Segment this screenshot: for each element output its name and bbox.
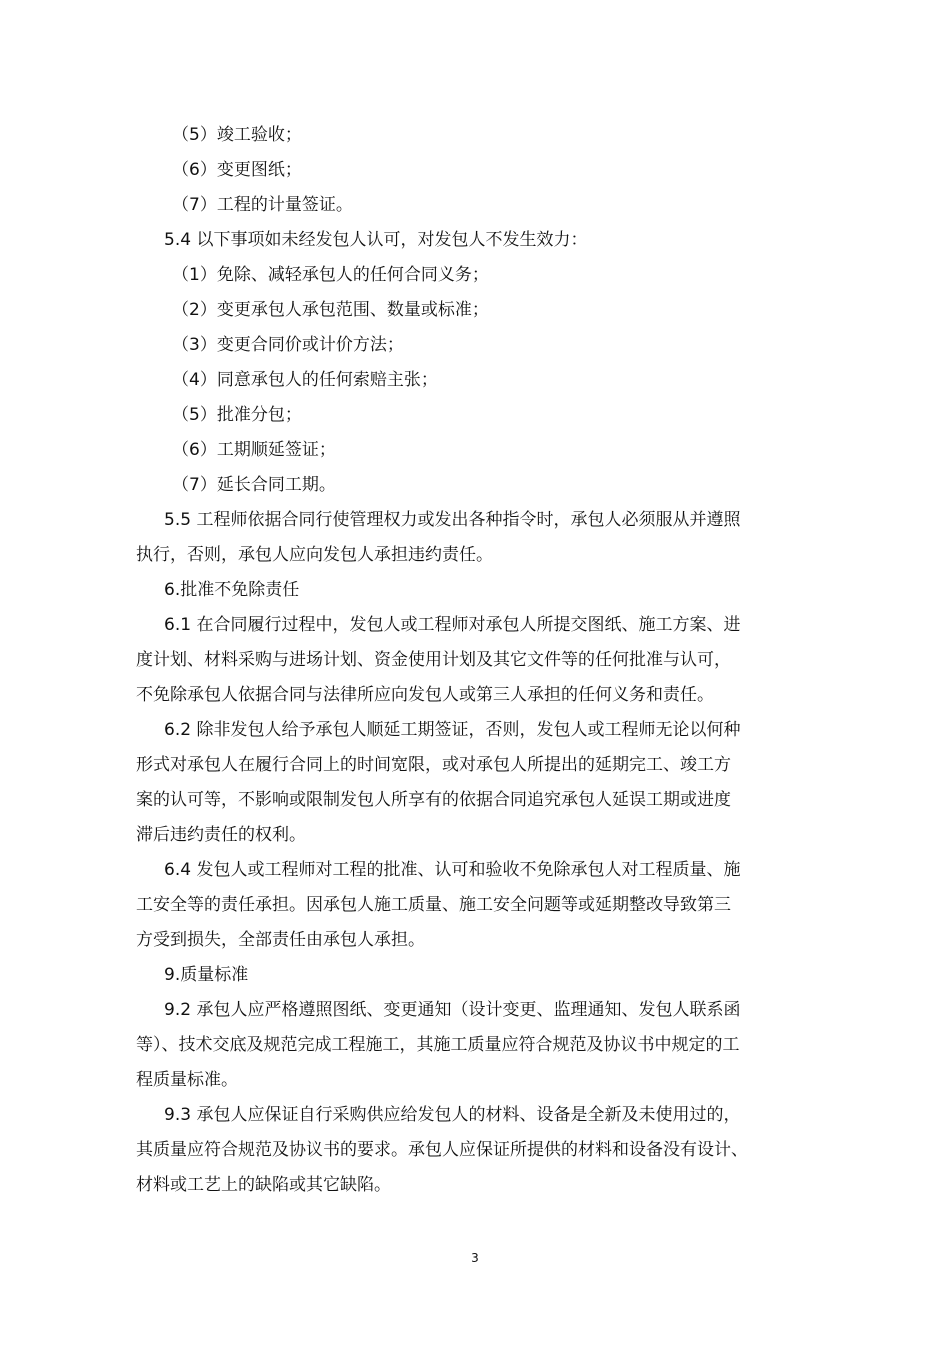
clause-6-1-line-1: 6.1 在合同履行过程中，发包人或工程师对承包人所提交图纸、施工方案、进 (164, 615, 741, 635)
list-item-change-price: （3）变更合同价或计价方法； (172, 335, 404, 355)
clause-6-2-line-4: 滞后违约责任的权利。 (136, 825, 306, 845)
clause-6-1-line-2: 度计划、材料采购与进场计划、资金使用计划及其它文件等的任何批准与认可， (136, 650, 731, 670)
clause-6-2-line-1: 6.2 除非发包人给予承包人顺延工期签证，否则，发包人或工程师无论以何种 (164, 720, 741, 740)
clause-6-4-line-3: 方受到损失，全部责任由承包人承担。 (136, 930, 425, 950)
page-body (136, 118, 776, 1203)
clause-9-3-line-1: 9.3 承包人应保证自行采购供应给发包人的材料、设备是全新及未使用过的， (164, 1105, 741, 1125)
page-number: 3 (471, 1251, 479, 1265)
list-item-completion-acceptance: （5）竣工验收； (172, 125, 302, 145)
clause-5-5-line-1: 5.5 工程师依据合同行使管理权力或发出各种指令时，承包人必须服从并遵照 (164, 510, 741, 530)
list-item-change-scope: （2）变更承包人承包范围、数量或标准； (172, 300, 489, 320)
section-9-heading: 9.质量标准 (164, 965, 249, 985)
clause-6-4-line-1: 6.4 发包人或工程师对工程的批准、认可和验收不免除承包人对工程质量、施 (164, 860, 741, 880)
section-6-heading: 6.批准不免除责任 (164, 580, 300, 600)
clause-9-3-line-3: 材料或工艺上的缺陷或其它缺陷。 (136, 1175, 391, 1195)
clause-5-5-line-2: 执行，否则，承包人应向发包人承担违约责任。 (136, 545, 493, 565)
list-item-measurement-visa: （7）工程的计量签证。 (172, 195, 353, 215)
clause-9-2-line-3: 程质量标准。 (136, 1070, 238, 1090)
clause-9-2-line-2: 等）、技术交底及规范完成工程施工，其施工质量应符合规范及协议书中规定的工 (136, 1035, 740, 1055)
clause-6-2-line-2: 形式对承包人在履行合同上的时间宽限，或对承包人所提出的延期完工、竣工方 (136, 755, 731, 775)
list-item-extension-visa: （6）工期顺延签证； (172, 440, 336, 460)
clause-6-4-line-2: 工安全等的责任承担。因承包人施工质量、施工安全问题等或延期整改导致第三 (136, 895, 731, 915)
clause-6-1-line-3: 不免除承包人依据合同与法律所应向发包人或第三人承担的任何义务和责任。 (136, 685, 714, 705)
list-item-extend-period: （7）延长合同工期。 (172, 475, 336, 495)
clause-6-2-line-3: 案的认可等，不影响或限制发包人所享有的依据合同追究承包人延误工期或进度 (136, 790, 731, 810)
clause-9-2-line-1: 9.2 承包人应严格遵照图纸、变更通知（设计变更、监理通知、发包人联系函 (164, 1000, 741, 1020)
list-item-agree-claims: （4）同意承包人的任何索赔主张； (172, 370, 438, 390)
list-item-exempt-obligations: （1）免除、减轻承包人的任何合同义务； (172, 265, 489, 285)
list-item-change-drawings: （6）变更图纸； (172, 160, 302, 180)
clause-9-3-line-2: 其质量应符合规范及协议书的要求。承包人应保证所提供的材料和设备没有设计、 (136, 1140, 748, 1160)
clause-5-4-heading: 5.4 以下事项如未经发包人认可，对发包人不发生效力： (164, 230, 588, 250)
list-item-approve-subcontract: （5）批准分包； (172, 405, 302, 425)
